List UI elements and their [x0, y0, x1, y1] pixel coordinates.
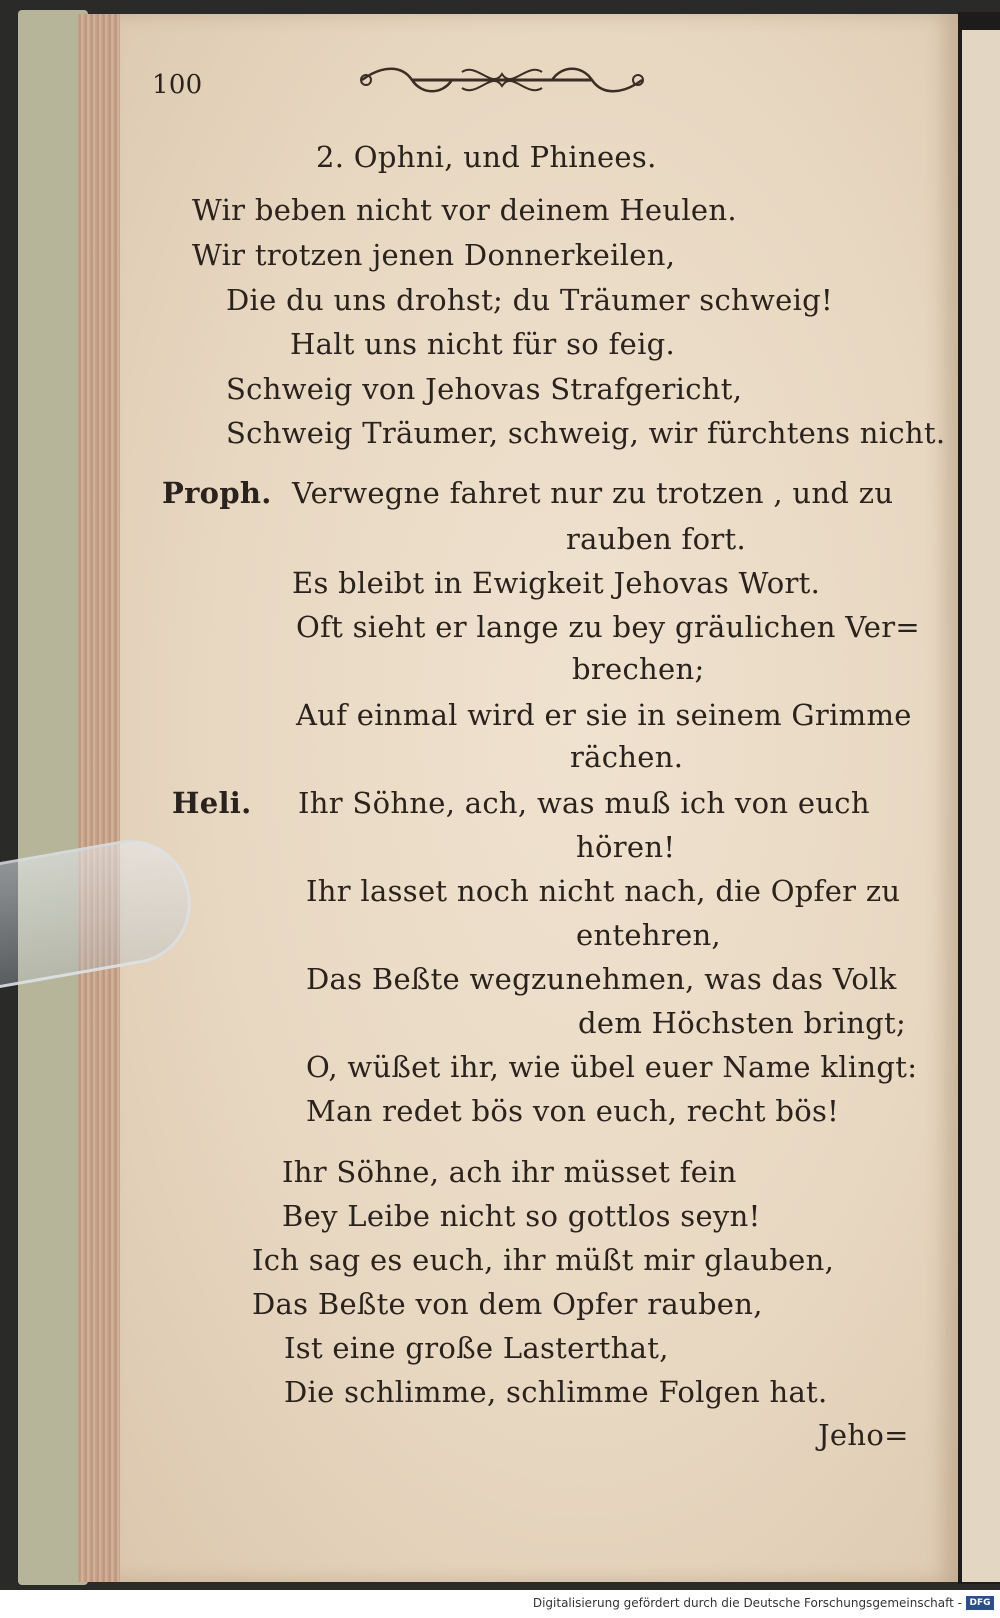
- verse-line: Oft sieht er lange zu bey gräulichen Ver=: [296, 610, 921, 644]
- chorus-line: Die du uns drohst; du Träumer schweig!: [226, 283, 833, 317]
- verse-line: Das Beßte wegzunehmen, was das Volk: [306, 962, 897, 996]
- chorus-line: Schweig von Jehovas Strafgericht,: [226, 372, 743, 406]
- scene-heading: 2. Ophni, und Phinees.: [316, 140, 657, 174]
- footer-credit: Digitalisierung gefördert durch die Deutsche Forschungsgemeinschaft -: [532, 1596, 962, 1610]
- verse-line: Es bleibt in Ewigkeit Jehovas Wort.: [292, 566, 821, 600]
- chorus-line: Wir beben nicht vor deinem Heulen.: [192, 193, 737, 227]
- verse-line: Verwegne fahret nur zu trotzen , und zu: [292, 476, 894, 510]
- speaker-label: Proph.: [162, 476, 272, 510]
- catchword: Jeho=: [818, 1418, 909, 1452]
- chorus-line: Wir trotzen jenen Donnerkeilen,: [192, 238, 676, 272]
- aria-line: Ist eine große Lasterthat,: [284, 1331, 669, 1365]
- ornament-divider: [352, 60, 652, 100]
- verse-line: entehren,: [576, 918, 721, 952]
- verse-line: Ihr lasset noch nicht nach, die Opfer zu: [306, 874, 901, 908]
- chorus-line: Halt uns nicht für so feig.: [290, 327, 676, 361]
- dfg-logo: DFG: [966, 1596, 994, 1610]
- verse-line: rauben fort.: [566, 522, 746, 556]
- verse-line: Auf einmal wird er sie in seinem Grimme: [296, 698, 912, 732]
- speaker-label: Heli.: [172, 786, 252, 820]
- verse-line: O, wüßet ihr, wie übel euer Name klingt:: [306, 1050, 918, 1084]
- page-number: 100: [152, 70, 203, 100]
- verse-line: hören!: [576, 830, 676, 864]
- facing-page-edge: [962, 30, 1000, 1582]
- aria-line: Ich sag es euch, ihr müßt mir glauben,: [252, 1243, 835, 1277]
- chorus-line: Schweig Träumer, schweig, wir fürchtens nicht.: [226, 416, 946, 450]
- aria-line: Die schlimme, schlimme Folgen hat.: [284, 1375, 828, 1409]
- verse-line: Ihr Söhne, ach, was muß ich von euch: [298, 786, 870, 820]
- aria-line: Das Beßte von dem Opfer rauben,: [252, 1287, 763, 1321]
- verse-line: rächen.: [570, 740, 684, 774]
- verse-line: Man redet bös von euch, recht bös!: [306, 1094, 840, 1128]
- verse-line: brechen;: [572, 652, 705, 686]
- verse-line: dem Höchsten bringt;: [578, 1006, 907, 1040]
- aria-line: Bey Leibe nicht so gottlos seyn!: [282, 1199, 761, 1233]
- aria-line: Ihr Söhne, ach ihr müsset fein: [282, 1155, 737, 1189]
